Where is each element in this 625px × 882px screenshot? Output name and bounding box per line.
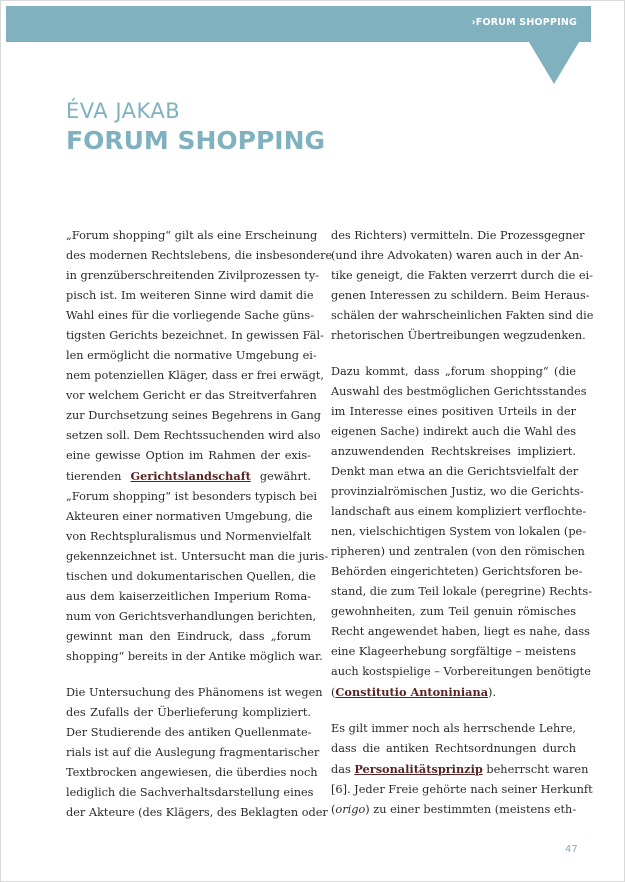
text-line: rhetorischen Übertreibungen wegzudenken. (331, 329, 586, 342)
text-line: der Akteure (des Klägers, des Beklagten oder (66, 806, 328, 819)
keyword-link-personalitaetsprinzip[interactable]: Personalitätsprinzip (354, 762, 483, 776)
text-line (331, 800, 576, 820)
text-line (331, 759, 589, 780)
text-line: tike geneigt, die Fakten verzerrt durch die ei- (331, 269, 593, 282)
text-line: setzen soll. Dem Rechtssuchenden wird also (66, 429, 321, 442)
text-line: Denkt man etwa an die Gerichtsvielfalt der (331, 465, 579, 478)
text-line: eine Klageerhebung sorgfältige – meistens (331, 645, 576, 658)
text-line: Die Untersuchung des Phänomens ist wegen (66, 686, 323, 699)
keyword-link-constitutio-antoniniana[interactable]: Constitutio Antoniniana (335, 685, 489, 699)
text-line: aus dem kaiserzeitlichen Imperium Roma- (66, 590, 311, 603)
article-author: ÉVA JAKAB (66, 99, 181, 123)
text-fragment: ). (488, 686, 497, 699)
text-line: zur Durchsetzung seines Begehrens in Gang (66, 409, 322, 422)
text-line: tischen und dokumentarischen Quellen, die (66, 570, 316, 583)
text-line: Recht angewendet haben, liegt es nahe, dass (331, 625, 590, 638)
text-line (66, 466, 311, 487)
text-line: Der Studierende des antiken Quellenmate- (66, 726, 312, 739)
text-line: Dazu kommt, dass „forum shopping“ (die (331, 365, 576, 378)
text-line: num von Gerichtsverhandlungen berichten, (66, 610, 317, 623)
text-line: Behörden eingerichteten) Gerichtsforen be- (331, 565, 583, 578)
text-line: eine gewisse Option im Rahmen der exis- (66, 449, 311, 462)
text-fragment: gewährt. (259, 470, 311, 483)
text-fragment: beherrscht waren (486, 763, 589, 776)
text-line: ripheren) und zentralen (von den römischen (331, 545, 585, 558)
text-line: gekennzeichnet ist. Untersucht man die juris- (66, 550, 329, 563)
article-title: FORUM SHOPPING (66, 126, 326, 155)
text-line: rials ist auf die Auslegung fragmentarischer (66, 746, 320, 759)
text-line: Auswahl des bestmöglichen Gerichtsstandes (331, 385, 587, 398)
italic-term: origo (335, 803, 366, 816)
text-line: len ermöglicht die normative Umgebung ei- (66, 349, 317, 362)
text-line: eigenen Sache) indirekt auch die Wahl des (331, 425, 576, 438)
text-line: Akteuren einer normativen Umgebung, die (66, 510, 313, 523)
text-line: nem potenziellen Kläger, dass er frei erwägt, (66, 369, 325, 382)
text-fragment: ( (331, 686, 336, 699)
text-line: anzuwendenden Rechtskreises impliziert. (331, 445, 576, 458)
text-line: des Zufalls der Überlieferung kompliziert. (66, 706, 311, 719)
bookmark-triangle (529, 42, 579, 84)
text-line: des modernen Rechtslebens, die insbesondere (66, 249, 333, 262)
text-fragment: ) zu einer bestimmten (meistens eth- (365, 803, 577, 816)
text-line: Textbrocken angewiesen, die überdies noch (66, 766, 318, 779)
text-line: lediglich die Sachverhaltsdarstellung eines (66, 786, 314, 799)
header-bar (6, 6, 591, 42)
text-line: landschaft aus einem kompliziert verflochte- (331, 505, 587, 518)
text-line: provinzialrömischen Justiz, wo die Gerichts- (331, 485, 584, 498)
text-line: gewohnheiten, zum Teil genuin römisches (331, 605, 576, 618)
text-line: vor welchem Gericht er das Streitverfahren (66, 389, 317, 402)
text-line: dass die antiken Rechtsordnungen durch (331, 742, 576, 755)
text-line: auch kostspielige – Vorbereitungen benötigte (331, 665, 591, 678)
text-line: schälen der wahrscheinlichen Fakten sind die (331, 309, 594, 322)
text-line: pisch ist. Im weiteren Sinne wird damit die (66, 289, 314, 302)
text-line: im Interesse eines positiven Urteils in der (331, 405, 576, 418)
text-line: des Richters) vermitteln. Die Prozessgegner (331, 229, 585, 242)
text-line: Es gilt immer noch als herrschende Lehre, (331, 722, 576, 735)
text-line: tigsten Gerichts bezeichnet. In gewissen Fäl- (66, 329, 324, 342)
text-line: [6]. Jeder Freie gehörte nach seiner Herkunft (331, 783, 593, 796)
text-line: stand, die zum Teil lokale (peregrine) Rechts- (331, 585, 593, 598)
right-column (331, 226, 594, 820)
text-fragment: tierenden (66, 470, 122, 483)
text-fragment: ( (331, 803, 336, 816)
text-line: gewinnt man den Eindruck, dass „forum (66, 630, 311, 643)
section-label: ›FORUM SHOPPING (471, 17, 577, 28)
text-line: in grenzüberschreitenden Zivilprozessen ty- (66, 269, 320, 282)
page-number: 47 (565, 844, 578, 855)
text-line: „Forum shopping“ ist besonders typisch bei (66, 490, 318, 503)
keyword-link-gerichtslandschaft[interactable]: Gerichtslandschaft (130, 469, 251, 483)
left-column (66, 226, 333, 823)
text-line: (und ihre Advokaten) waren auch in der An- (331, 249, 584, 262)
text-line: Wahl eines für die vorliegende Sache güns- (66, 309, 315, 322)
text-line: genen Interessen zu schildern. Beim Heraus- (331, 289, 590, 302)
text-line: shopping“ bereits in der Antike möglich war. (66, 650, 323, 663)
text-line: „Forum shopping“ gilt als eine Erscheinung (66, 229, 318, 242)
text-line: von Rechtspluralismus und Normenvielfalt (66, 530, 312, 543)
text-line (331, 682, 576, 703)
text-line: nen, vielschichtigen System von lokalen (pe- (331, 525, 587, 538)
text-fragment: das (331, 763, 351, 776)
